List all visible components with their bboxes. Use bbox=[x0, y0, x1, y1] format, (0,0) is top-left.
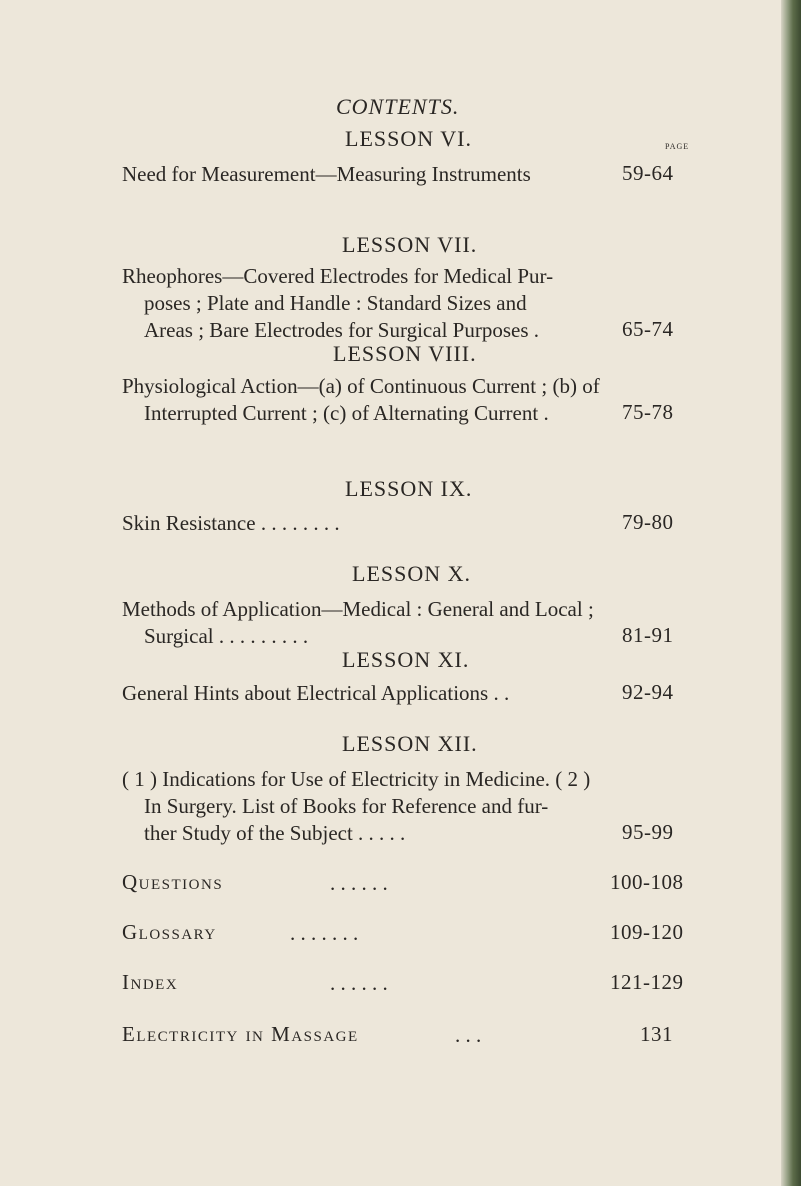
lesson-heading-vii: LESSON VII. bbox=[342, 232, 478, 257]
toc-entry-line: Interrupted Current ; (c) of Alternating Current . bbox=[144, 401, 549, 425]
lesson-heading-viii: LESSON VIII. bbox=[333, 341, 477, 366]
back-matter-pages: 100-108 bbox=[610, 870, 684, 894]
page-range-vi: 59-64 bbox=[622, 161, 674, 185]
toc-entry-line: Skin Resistance . . . . . . . . bbox=[122, 511, 340, 535]
toc-entry-line: ther Study of the Subject . . . . . bbox=[144, 821, 406, 845]
toc-entry-line: Rheophores—Covered Electrodes for Medical Pur- bbox=[122, 264, 554, 288]
leader-dots: . . . . . . bbox=[330, 971, 388, 995]
toc-entry-x bbox=[122, 596, 594, 650]
toc-entry-line: Surgical . . . . . . . . . bbox=[144, 624, 309, 648]
toc-entry-line: poses ; Plate and Handle : Standard Sizes and bbox=[144, 291, 527, 315]
page-range-xii: 95-99 bbox=[622, 820, 674, 844]
back-matter-title: Glossary bbox=[122, 920, 217, 944]
toc-entry-line: Need for Measurement—Measuring Instruments bbox=[122, 162, 531, 186]
back-matter-pages: 131 bbox=[640, 1022, 673, 1046]
leader-dots: . . . bbox=[455, 1023, 482, 1047]
page-edge bbox=[781, 0, 801, 1186]
page-range-xi: 92-94 bbox=[622, 680, 674, 704]
toc-entry-xi bbox=[122, 680, 509, 707]
back-matter-pages: 121-129 bbox=[610, 970, 684, 994]
toc-entry-line: Areas ; Bare Electrodes for Surgical Purposes . bbox=[144, 318, 540, 342]
toc-entry-vii bbox=[122, 263, 553, 344]
lesson-heading-xi: LESSON XI. bbox=[342, 647, 470, 672]
page-title: CONTENTS. bbox=[336, 94, 460, 119]
toc-entry-line: Physiological Action—(a) of Continuous Current ; (b) of bbox=[122, 374, 600, 398]
back-matter-pages: 109-120 bbox=[610, 920, 684, 944]
toc-entry-line: Methods of Application—Medical : General and Local ; bbox=[122, 597, 594, 621]
page-range-viii: 75-78 bbox=[622, 400, 674, 424]
toc-entry-viii bbox=[122, 373, 600, 427]
leader-dots: . . . . . . bbox=[330, 871, 388, 895]
toc-entry-line: ( 1 ) Indications for Use of Electricity in Medicine. ( 2 ) bbox=[122, 767, 591, 791]
lesson-heading-vi: LESSON VI. bbox=[345, 126, 472, 151]
page-range-ix: 79-80 bbox=[622, 510, 674, 534]
page-column-label: PAGE bbox=[665, 142, 690, 151]
back-matter-title: Electricity in Massage bbox=[122, 1022, 359, 1046]
back-matter-title: Questions bbox=[122, 870, 224, 894]
page-range-vii: 65-74 bbox=[622, 317, 674, 341]
toc-entry-line: General Hints about Electrical Applications . . bbox=[122, 681, 510, 705]
lesson-heading-xii: LESSON XII. bbox=[342, 731, 478, 756]
toc-entry-vi bbox=[122, 161, 531, 188]
back-matter-title: Index bbox=[122, 970, 179, 994]
lesson-heading-x: LESSON X. bbox=[352, 561, 472, 586]
leader-dots: . . . . . . . bbox=[290, 921, 359, 945]
lesson-heading-ix: LESSON IX. bbox=[345, 476, 473, 501]
toc-entry-xii bbox=[122, 766, 590, 847]
toc-entry-line: In Surgery. List of Books for Reference and fur- bbox=[144, 794, 549, 818]
toc-entry-ix bbox=[122, 510, 340, 537]
page-range-x: 81-91 bbox=[622, 623, 674, 647]
